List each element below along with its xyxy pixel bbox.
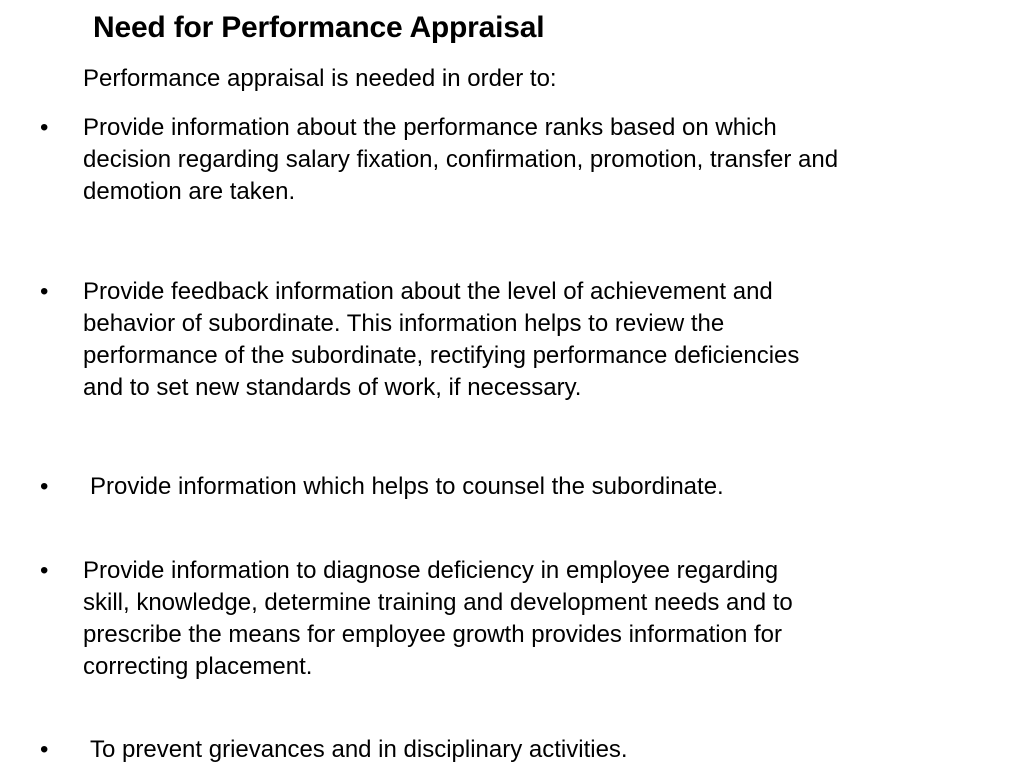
bullet-line: Provide information to diagnose deficiency in employee regarding [83,557,779,584]
bullet-dot-icon: • [40,557,49,584]
bullet-text [90,471,990,503]
intro-text: Performance appraisal is needed in order to: [83,65,557,92]
bullet-text [83,555,983,683]
bullet-dot-icon: • [40,473,49,500]
bullet-text [83,276,983,404]
bullet-line: Provide feedback information about the level of achievement and [83,278,773,305]
slide-title: Need for Performance Appraisal [93,11,545,44]
bullet-line: To prevent grievances and in disciplinary activities. [90,736,628,763]
bullet-line: behavior of subordinate. This information helps to review the [83,310,725,337]
bullet-dot-icon: • [40,278,49,305]
bullet-line: Provide information which helps to counsel the subordinate. [90,473,724,500]
bullet-dot-icon: • [40,114,49,141]
bullet-line: Provide information about the performance ranks based on which [83,114,777,141]
bullet-line: and to set new standards of work, if necessary. [83,374,582,401]
bullet-line: demotion are taken. [83,178,296,205]
bullet-line: skill, knowledge, determine training and development needs and to [83,589,793,616]
bullet-line: prescribe the means for employee growth provides information for [83,621,782,648]
bullet-text [83,112,983,208]
bullet-line: performance of the subordinate, rectifying performance deficiencies [83,342,800,369]
bullet-dot-icon: • [40,736,49,763]
bullet-line: decision regarding salary fixation, confirmation, promotion, transfer and [83,146,839,173]
bullet-line: correcting placement. [83,653,313,680]
bullet-text [90,734,990,766]
